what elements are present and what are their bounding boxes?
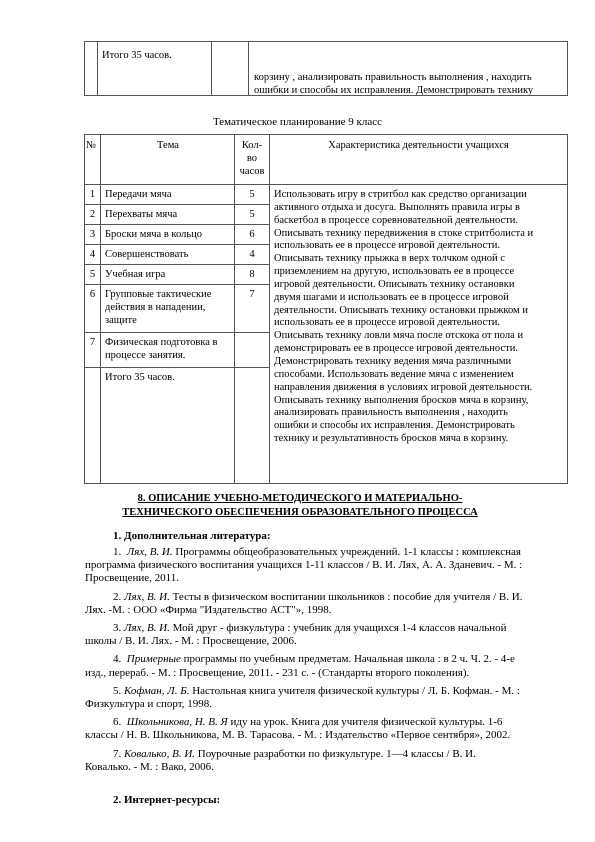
topic-cell: Броски мяча в кольцо — [101, 225, 235, 245]
header-num: № — [85, 135, 101, 185]
topic-cell: Итого 35 часов. — [98, 42, 212, 96]
description-line: ошибки и способы их исправления. Демонстрировать технику — [254, 85, 534, 95]
table-row: 1 Передачи мяча 5 Использовать игру в стритбол как средство организации активного отдыха и досуга. Выполнять правила игры в баскетбол в процессе соревновательной деятельности. Описывать технику передвижения в стоке стритболиста и использовать ее в процессе игровой деятельности. Описывать технику прыжка в верх толчком одной с приземлением на другую, использовать ее в процессе игровой деятельности. Описывать технику остановки двумя шагами и использовать ее в процессе игровой деятельности. Описывать технику остановки прыжком и использовать ее в процессе игровой деятельности. Описывать технику ловли мяча после отскока от пола и демонстрировать ее в процессе игровой деятельности. Демонстрировать технику ведения мяча различными способами. Использовать ведение мяча с изменением направления движения в условиях игровой деятельности. Описывать технику выполнения бросков мяча в корзину, анализировать правильность выполнения , находить ошибки и способы их исправления. Демонстрировать технику и результативность бросков мяча в корзину. — [85, 185, 568, 205]
topic-cell: Передачи мяча — [101, 185, 235, 205]
list-item: 7. Ковалько, В. И. Поурочные разработки по физкультуре. 1—4 классы / В. И. Ковалько. - М. : Вако, 2006. — [85, 747, 476, 773]
table-row — [85, 42, 568, 96]
table-row: 3 Броски мяча в кольцо 6 — [85, 225, 568, 245]
header-description: Характеристика деятельности учащихся — [270, 135, 568, 185]
table-row: 6 Групповые тактические действия в нападении, защите 7 — [85, 285, 568, 333]
table-header-row — [85, 135, 568, 185]
hours-cell: 8 — [235, 265, 270, 285]
hours-cell — [235, 333, 270, 368]
total-cell: Итого 35 часов. — [101, 368, 235, 484]
hours-cell: 6 — [235, 225, 270, 245]
hours-cell — [212, 42, 249, 96]
planning-table — [84, 134, 568, 484]
table-row: 2 Перехваты мяча 5 — [85, 205, 568, 225]
section-title: 8. ОПИСАНИЕ УЧЕБНО-МЕТОДИЧЕСКОГО И МАТЕРИАЛЬНО- ТЕХНИЧЕСКОГО ОБЕСПЕЧЕНИЯ ОБРАЗОВАТЕЛЬНОГО ПРОЦЕССА — [122, 493, 478, 518]
hours-cell: 5 — [235, 185, 270, 205]
table-caption: Тематическое планирование 9 класс — [212, 116, 383, 128]
list-item: 1. Лях, В. И. Программы общеобразовательных учреждений. 1-1 классы : комплексная программа физического воспитания учащихся 1-11 классов / В. И. Лях, А. А. Зданевич. - М. : Просвещение, 2011. — [85, 546, 523, 585]
table-row: 4 Совершенствовать 4 — [85, 245, 568, 265]
topic-cell: Учебная игра — [101, 265, 235, 285]
num-cell — [85, 42, 98, 96]
previous-table-fragment — [84, 41, 568, 96]
description-cell — [249, 42, 568, 96]
header-hours: Кол- во часов — [235, 135, 270, 185]
list-item: 4. Примерные программы по учебным предметам. Начальная школа : в 2 ч. Ч. 2. - 4-е изд., перераб. - М. : Просвещение, 2011. - 231 с. - (Стандарты второго поколения). — [85, 653, 515, 679]
subsection-literature: 1. Дополнительная литература: — [113, 530, 271, 542]
hours-cell: 5 — [235, 205, 270, 225]
list-item: 2. Лях, В. И. Тесты в физическом воспитании школьников : пособие для учителя / В. И. Лях. -М. : ООО «Фирма "Издательство АСТ"», 1998. — [85, 590, 523, 616]
reference-list — [85, 546, 573, 779]
topic-cell: Физическая подготовка в процессе занятия. — [101, 333, 235, 368]
activity-description: Использовать игру в стритбол как средство организации активного отдыха и досуга. Выполнять правила игры в баскетбол в процессе соревновательной деятельности. Описывать технику передвижения в стоке стритболиста и использовать ее в процессе игровой деятельности. Описывать технику прыжка в верх толчком одной с приземлением на другую, использовать ее в процессе игровой деятельности. Описывать технику остановки двумя шагами и использовать ее в процессе игровой деятельности. Описывать технику остановки прыжком и использовать ее в процессе игровой деятельности. Описывать технику ловли мяча после отскока от пола и демонстрировать ее в процессе игровой деятельности. Демонстрировать технику ведения мяча различными способами. Использовать ведение мяча с изменением направления движения в условиях игровой деятельности. Описывать технику выполнения бросков мяча в корзину, анализировать правильность выполнения , находить ошибки и способы их исправления. Демонстрировать технику и результативность бросков мяча в корзину. — [270, 185, 568, 484]
table-row: 7 Физическая подготовка в процессе занятия. — [85, 333, 568, 368]
topic-cell: Совершенствовать — [101, 245, 235, 265]
description-line: корзину , анализировать правильность выполнения , находить — [254, 72, 532, 83]
hours-cell — [235, 368, 270, 484]
topic-cell: Групповые тактические действия в нападении, защите — [101, 285, 235, 333]
table-row: 5 Учебная игра 8 — [85, 265, 568, 285]
list-item: 3. Лях, В. И. Мой друг - физкультура : учебник для учащихся 1-4 классов начальной школы / В. И. Лях. - М. : Просвещение, 2006. — [85, 622, 507, 648]
hours-cell: 7 — [235, 285, 270, 333]
list-item: 5. Кофман, Л. Б. Настольная книга учителя физической культуры / Л. Б. Кофман. - М. : Физкультура и спорт, 1998. — [85, 684, 520, 711]
hours-cell: 4 — [235, 245, 270, 265]
header-topic: Тема — [101, 135, 235, 185]
subsection-internet: 2. Интернет-ресурсы: — [113, 794, 221, 806]
list-item: 6. Школьникова, Н. В. Я иду на урок. Книга для учителя физической культуры. 1-6 классы / Н. В. Школьникова, М. В. Тарасова. - М. : Издательство «Первое сентября», 2002. — [85, 716, 511, 742]
topic-cell: Перехваты мяча — [101, 205, 235, 225]
